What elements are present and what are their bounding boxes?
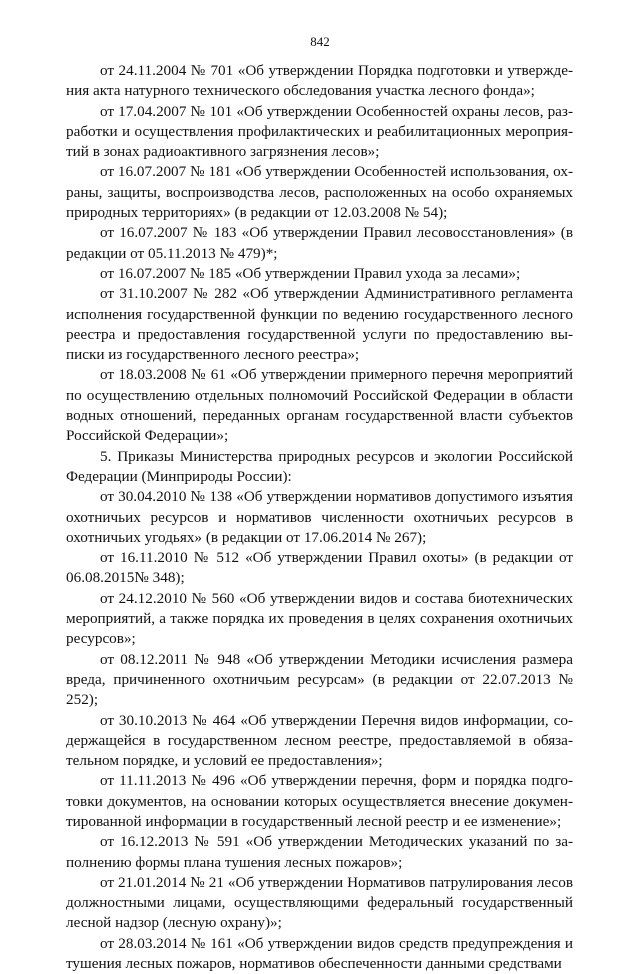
paragraph: от 30.04.2010 № 138 «Об утверждении нормативов допустимого изъятия охотничьих ресурсов и нормативов численности охотничьих ресурсов в охотничьих угодьях» (в редакции от 17.06.2014 № 267);	[66, 488, 573, 546]
section-heading: 5. Приказы Министерства природных ресурсов и экологии Российской Федерации (Минприроды России):	[66, 447, 573, 485]
paragraph: от 31.10.2007 № 282 «Об утверждении Административного регламента исполнения государственной функции по ведению государственного лесного реестра и предоставления государственной услуги по предоставлению выписки из государственного лесного реестра»;	[66, 285, 573, 364]
paragraph: от 17.04.2007 № 101 «Об утверждении Особенностей охраны лесов, разработки и осуществления профилактических и реабилитационных мероприятий в зонах радиоактивного загрязнения лесов»;	[66, 102, 573, 161]
paragraph: от 11.11.2013 № 496 «Об утверждении перечня, форм и порядка подготовки документов, на основании которых осуществляется внесение документированной информации в государственный лесной реестр и ее изменение»;	[66, 772, 573, 830]
paragraph: от 08.12.2011 № 948 «Об утверждении Методики исчисления размера вреда, причиненного охотничьим ресурсам» (в редакции от 22.07.2013 № 252);	[66, 650, 573, 709]
paragraph: от 16.07.2007 № 185 «Об утверждении Правил ухода за лесами»;	[100, 264, 521, 282]
paragraph: от 21.01.2014 № 21 «Об утверждении Нормативов патрулирования лесов должностными лицами, осуществляющими федеральный государственный лесной надзор (лесную охрану)»;	[66, 873, 573, 932]
paragraph: от 16.11.2010 № 512 «Об утверждении Правил охоты» (в редакции от 06.08.2015№ 348);	[66, 549, 573, 587]
paragraph: от 24.11.2004 № 701 «Об утверждении Порядка подготовки и утверждения акта натурного технического обследования участка лесного фонда»;	[66, 62, 573, 100]
paragraph: от 16.07.2007 № 181 «Об утверждении Особенностей использования, охраны, защиты, воспроизводства лесов, расположенных на особо охраняемых природных территориях» (в редакции от 12.03.2008 № 54);	[66, 163, 573, 222]
paragraph: от 16.07.2007 № 183 «Об утверждении Правил лесовосстановления» (в редакции от 05.11.2013 № 479)*;	[66, 224, 573, 262]
paragraph: от 30.10.2013 № 464 «Об утверждении Перечня видов информации, содержащейся в государственном лесном реестре, предоставляемой в обязательном порядке, и условий ее предоставления»;	[66, 711, 573, 770]
body-text	[66, 61, 573, 974]
paragraph: от 16.12.2013 № 591 «Об утверждении Методических указаний по заполнению формы плана тушения лесных пожаров»;	[66, 833, 573, 871]
paragraph: от 18.03.2008 № 61 «Об утверждении примерного перечня мероприятий по осуществлению отдельных полномочий Российской Федерации в области водных отношений, переданных органам государственной власти субъектов Российской Федерации»;	[66, 366, 573, 445]
paragraph: от 24.12.2010 № 560 «Об утверждении видов и состава биотехнических мероприятий, а также порядка их проведения в целях сохранения охотничьих ресурсов»;	[66, 589, 573, 648]
page-number: 842	[310, 34, 330, 49]
paragraph: от 28.03.2014 № 161 «Об утверждении видов средств предупреждения и тушения лесных пожаров, нормативов обеспеченности данными средствами	[66, 934, 573, 973]
